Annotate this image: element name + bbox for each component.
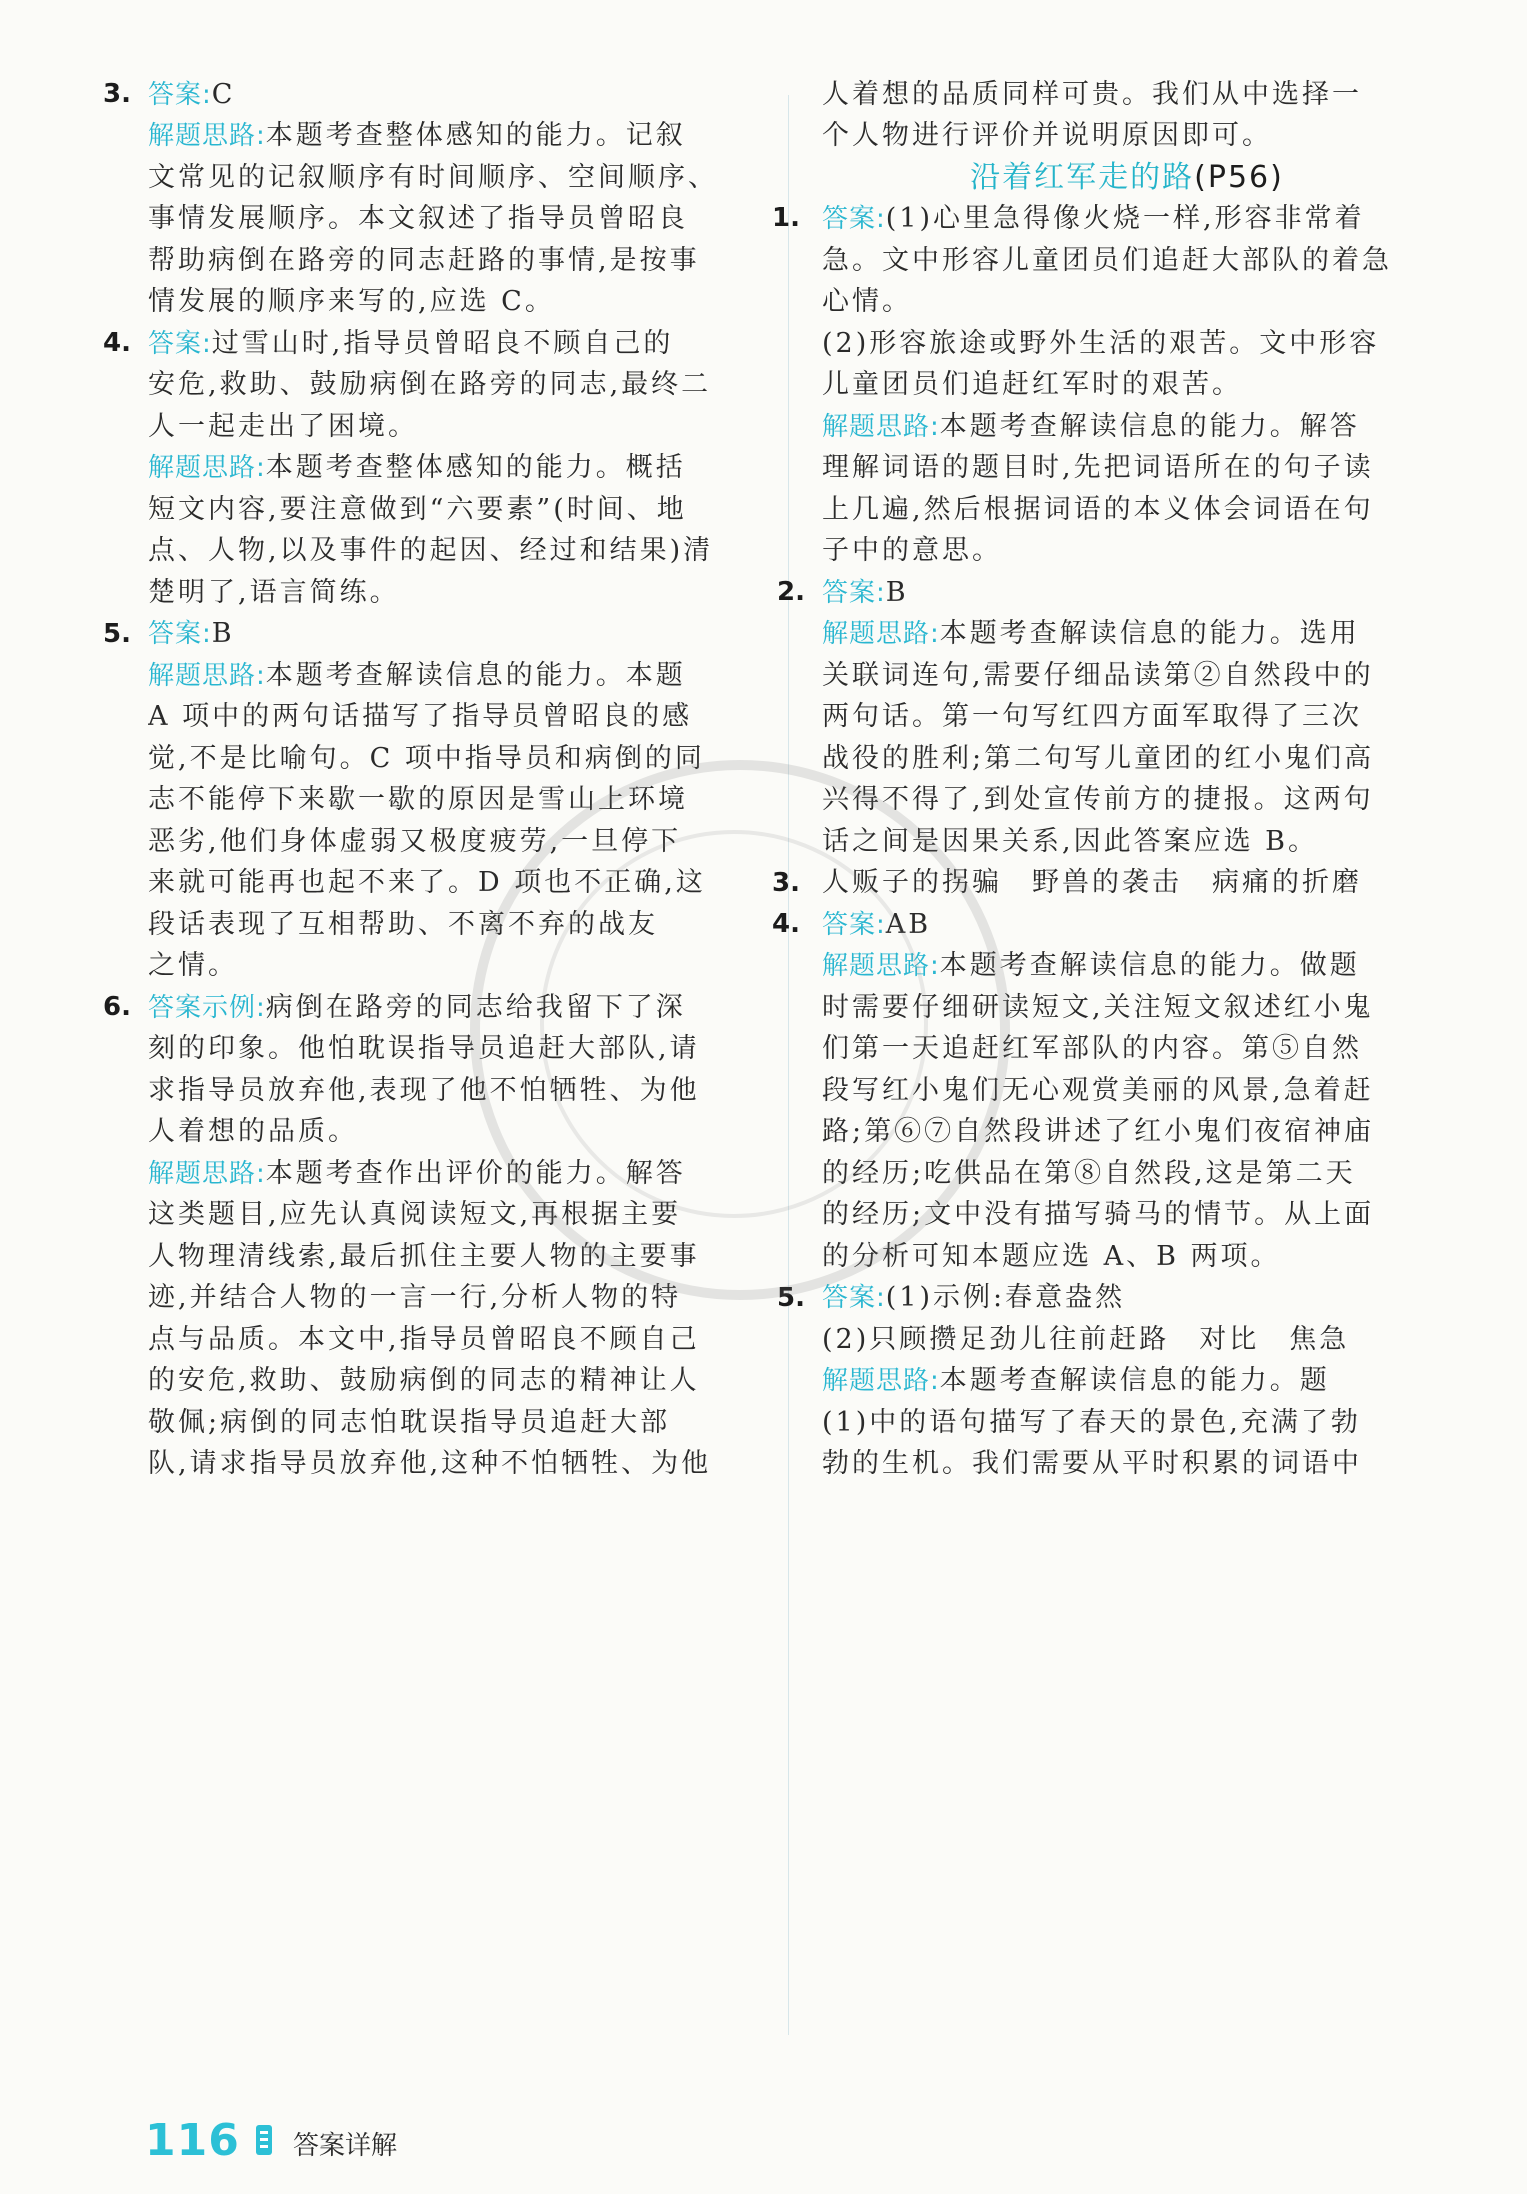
answer-label: 答案: bbox=[148, 329, 212, 359]
answer-label: 答案: bbox=[822, 578, 886, 608]
question-number: 2. bbox=[777, 577, 805, 607]
continued-text: 人着想的品质同样可贵。我们从中选择一 bbox=[822, 79, 1362, 110]
think-text: 帮助病倒在路旁的同志赶路的事情,是按事 bbox=[148, 245, 700, 276]
answer-text: 儿童团员们追赶红军时的艰苦。 bbox=[822, 369, 1242, 400]
think-text: 路;第⑥⑦自然段讲述了红小鬼们夜宿神庙 bbox=[822, 1116, 1375, 1147]
answer-text: 人着想的品质。 bbox=[148, 1116, 358, 1147]
think-text: 楚明了,语言简练。 bbox=[148, 577, 400, 608]
section-page-ref: (P56) bbox=[1194, 160, 1284, 195]
think-text: 本题考查解读信息的能力。做题 bbox=[939, 950, 1360, 981]
think-text: 情发展的顺序来写的,应选 C。 bbox=[148, 286, 555, 317]
question-number: 1. bbox=[772, 203, 800, 233]
answer-text: 求指导员放弃他,表现了他不怕牺牲、为他 bbox=[148, 1075, 700, 1106]
footer-label: 答案详解 bbox=[293, 2131, 398, 2161]
think-label: 解题思路: bbox=[822, 619, 940, 649]
answer-label: 答案: bbox=[822, 910, 886, 940]
think-text: 的经历;文中没有描写骑马的情节。从上面 bbox=[822, 1199, 1375, 1230]
question-number: 5. bbox=[777, 1283, 805, 1313]
answer-text: 人贩子的拐骗 野兽的袭击 病痛的折磨 bbox=[822, 867, 1362, 898]
section-title-text: 沿着红军走的路 bbox=[970, 160, 1195, 195]
answer-text: (2)形容旅途或野外生活的艰苦。文中形容 bbox=[822, 328, 1380, 359]
think-text: 关联词连句,需要仔细品读第②自然段中的 bbox=[822, 660, 1374, 691]
think-text: 人物理清线索,最后抓住主要人物的主要事 bbox=[148, 1241, 700, 1272]
think-label: 解题思路: bbox=[148, 1159, 266, 1189]
think-label: 解题思路: bbox=[822, 412, 940, 442]
continued-text: 个人物进行评价并说明原因即可。 bbox=[822, 120, 1272, 151]
think-text: 话之间是因果关系,因此答案应选 B。 bbox=[822, 826, 1319, 857]
answer-text: B bbox=[885, 577, 909, 608]
answer-label: 答案: bbox=[148, 80, 212, 110]
question-number: 4. bbox=[103, 328, 131, 358]
answer-text: 刻的印象。他怕耽误指导员追赶大部队,请 bbox=[148, 1033, 700, 1064]
think-text: 们第一天追赶红军部队的内容。第⑤自然 bbox=[822, 1033, 1362, 1064]
bookmark-icon bbox=[253, 2123, 275, 2163]
think-text: 的经历;吃供品在第⑧自然段,这是第二天 bbox=[822, 1158, 1356, 1189]
think-text: 之情。 bbox=[148, 950, 238, 981]
answer-text: 安危,救助、鼓励病倒在路旁的同志,最终二 bbox=[148, 369, 712, 400]
answer-text: AB bbox=[885, 909, 932, 940]
think-text: 志不能停下来歇一歇的原因是雪山上环境 bbox=[148, 784, 688, 815]
think-text: 理解词语的题目时,先把词语所在的句子读 bbox=[822, 452, 1374, 483]
think-text: 本题考查整体感知的能力。概括 bbox=[265, 452, 686, 483]
think-text: 两句话。第一句写红四方面军取得了三次 bbox=[822, 701, 1362, 732]
question-number: 5. bbox=[103, 619, 131, 649]
think-label: 解题思路: bbox=[822, 951, 940, 981]
page-number: 116 bbox=[145, 2115, 240, 2166]
answer-text: (1)心里急得像火烧一样,形容非常着 bbox=[885, 203, 1365, 234]
think-text: 敬佩;病倒的同志怕耽误指导员追赶大部 bbox=[148, 1407, 671, 1438]
think-text: (1)中的语句描写了春天的景色,充满了勃 bbox=[822, 1407, 1361, 1438]
think-text: 事情发展顺序。本文叙述了指导员曾昭良 bbox=[148, 203, 688, 234]
answer-label: 答案: bbox=[148, 619, 212, 649]
question-number: 6. bbox=[103, 992, 131, 1022]
think-text: 迹,并结合人物的一言一行,分析人物的特 bbox=[148, 1282, 682, 1313]
think-text: 觉,不是比喻句。C 项中指导员和病倒的同 bbox=[148, 743, 705, 774]
think-text: 恶劣,他们身体虚弱又极度疲劳,一旦停下 bbox=[148, 826, 682, 857]
think-text: 来就可能再也起不来了。D 项也不正确,这 bbox=[148, 867, 706, 898]
think-text: 队,请求指导员放弃他,这种不怕牺牲、为他 bbox=[148, 1448, 712, 1479]
question-number: 4. bbox=[772, 909, 800, 939]
think-text: 段话表现了互相帮助、不离不弃的战友 bbox=[148, 909, 658, 940]
answer-text: 过雪山时,指导员曾昭良不顾自己的 bbox=[211, 328, 674, 359]
answer-text: C bbox=[211, 79, 236, 110]
think-text: 勃的生机。我们需要从平时积累的词语中 bbox=[822, 1448, 1362, 1479]
think-text: A 项中的两句话描写了指导员曾昭良的感 bbox=[148, 701, 693, 732]
think-text: 这类题目,应先认真阅读短文,再根据主要 bbox=[148, 1199, 682, 1230]
answer-text: (1)示例:春意盎然 bbox=[885, 1282, 1126, 1313]
think-text: 点、人物,以及事件的起因、经过和结果)清 bbox=[148, 535, 714, 566]
answer-text: 急。文中形容儿童团员们追赶大部队的着急 bbox=[822, 245, 1392, 276]
think-text: 本题考查解读信息的能力。选用 bbox=[939, 618, 1360, 649]
answer-text: B bbox=[211, 618, 235, 649]
think-text: 时需要仔细研读短文,关注短文叙述红小鬼 bbox=[822, 992, 1374, 1023]
think-text: 本题考查作出评价的能力。解答 bbox=[265, 1158, 686, 1189]
column-divider bbox=[788, 95, 789, 2035]
question-number: 3. bbox=[103, 79, 131, 109]
think-text: 段写红小鬼们无心观赏美丽的风景,急着赶 bbox=[822, 1075, 1374, 1106]
think-text: 战役的胜利;第二句写儿童团的红小鬼们高 bbox=[822, 743, 1375, 774]
think-text: 的安危,救助、鼓励病倒的同志的精神让人 bbox=[148, 1365, 700, 1396]
think-label: 解题思路: bbox=[148, 661, 266, 691]
question-number: 3. bbox=[772, 868, 800, 898]
think-text: 本题考查解读信息的能力。本题 bbox=[265, 660, 686, 691]
answer-label: 答案: bbox=[822, 1283, 886, 1313]
think-text: 上几遍,然后根据词语的本义体会词语在句 bbox=[822, 494, 1374, 525]
think-text: 子中的意思。 bbox=[822, 535, 1002, 566]
answer-label: 答案示例: bbox=[148, 993, 266, 1023]
answer-text: 心情。 bbox=[822, 286, 912, 317]
answer-label: 答案: bbox=[822, 204, 886, 234]
think-text: 兴得不得了,到处宣传前方的捷报。这两句 bbox=[822, 784, 1374, 815]
think-text: 点与品质。本文中,指导员曾昭良不顾自己 bbox=[148, 1324, 700, 1355]
think-text: 本题考查解读信息的能力。题 bbox=[939, 1365, 1330, 1396]
think-text: 文常见的记叙顺序有时间顺序、空间顺序、 bbox=[148, 162, 718, 193]
think-label: 解题思路: bbox=[148, 453, 266, 483]
answer-text: (2)只顾攒足劲儿往前赶路 对比 焦急 bbox=[822, 1324, 1350, 1355]
think-text: 短文内容,要注意做到“六要素”(时间、地 bbox=[148, 494, 687, 525]
think-label: 解题思路: bbox=[148, 121, 266, 151]
answer-text: 病倒在路旁的同志给我留下了深 bbox=[265, 992, 686, 1023]
think-text: 的分析可知本题应选 A、B 两项。 bbox=[822, 1241, 1281, 1272]
think-label: 解题思路: bbox=[822, 1366, 940, 1396]
answer-text: 人一起走出了困境。 bbox=[148, 411, 418, 442]
think-text: 本题考查解读信息的能力。解答 bbox=[939, 411, 1360, 442]
think-text: 本题考查整体感知的能力。记叙 bbox=[265, 120, 686, 151]
